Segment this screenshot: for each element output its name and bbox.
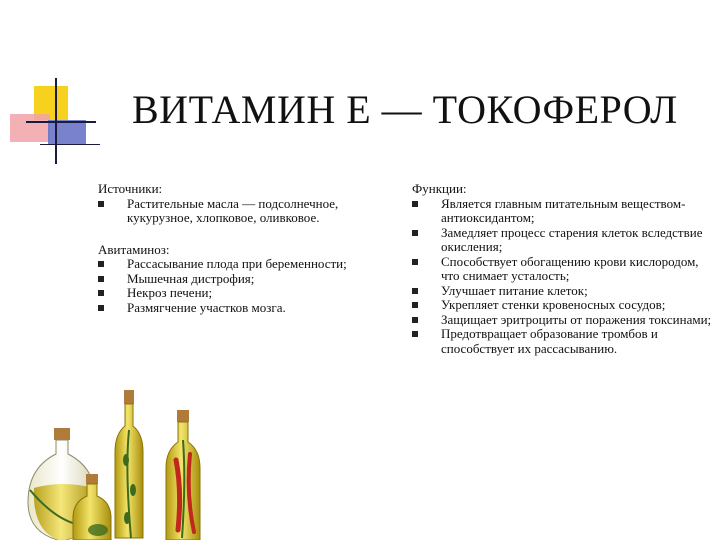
deficiency-list xyxy=(98,257,348,315)
sources-list xyxy=(98,197,348,226)
bullet-icon xyxy=(98,201,104,207)
left-column xyxy=(98,182,348,315)
slide-title: ВИТАМИН Е — ТОКОФЕРОЛ xyxy=(132,87,678,132)
bullet-icon xyxy=(412,201,418,207)
functions-heading: Функции: xyxy=(412,181,467,196)
bullet-icon xyxy=(412,288,418,294)
list-item: Предотвращает образование тромбов и способствует их рассасыванию. xyxy=(412,327,712,356)
right-column xyxy=(412,182,712,356)
bullet-icon xyxy=(98,261,104,267)
list-item: Укрепляет стенки кровеносных сосудов; xyxy=(412,298,712,313)
list-item: Является главным питательным веществом-антиоксидантом; xyxy=(412,197,712,226)
bullet-icon xyxy=(412,317,418,323)
list-item: Замедляет процесс старения клеток вследствие окисления; xyxy=(412,226,712,255)
decor-pink-square xyxy=(10,114,50,142)
pepper-bottle xyxy=(166,410,200,540)
deficiency-heading: Авитаминоз: xyxy=(98,241,170,257)
bullet-icon xyxy=(98,305,104,311)
decor-blue-square xyxy=(48,120,86,144)
list-item: Улучшает питание клеток; xyxy=(412,284,712,299)
bullet-icon xyxy=(98,290,104,296)
list-item: Рассасывание плода при беременности; xyxy=(98,257,348,272)
functions-list xyxy=(412,197,712,357)
decor-horizontal-line-2 xyxy=(40,144,100,145)
oil-bottles-illustration xyxy=(0,370,220,540)
bullet-icon xyxy=(412,259,418,265)
list-item: Способствует обогащению крови кислородом, что снимает усталость; xyxy=(412,255,712,284)
list-item: Растительные масла — подсолнечное, кукурузное, хлопковое, оливковое. xyxy=(98,197,348,226)
list-item: Защищает эритроциты от поражения токсинами; xyxy=(412,313,712,328)
sources-heading: Источники: xyxy=(98,181,163,196)
bullet-icon xyxy=(412,331,418,337)
decor-horizontal-line xyxy=(26,121,96,123)
tall-bottle xyxy=(115,390,143,538)
list-item: Некроз печени; xyxy=(98,286,348,301)
bullet-icon xyxy=(412,230,418,236)
bullet-icon xyxy=(98,276,104,282)
list-item: Мышечная дистрофия; xyxy=(98,272,348,287)
list-item: Размягчение участков мозга. xyxy=(98,301,348,316)
bullet-icon xyxy=(412,302,418,308)
